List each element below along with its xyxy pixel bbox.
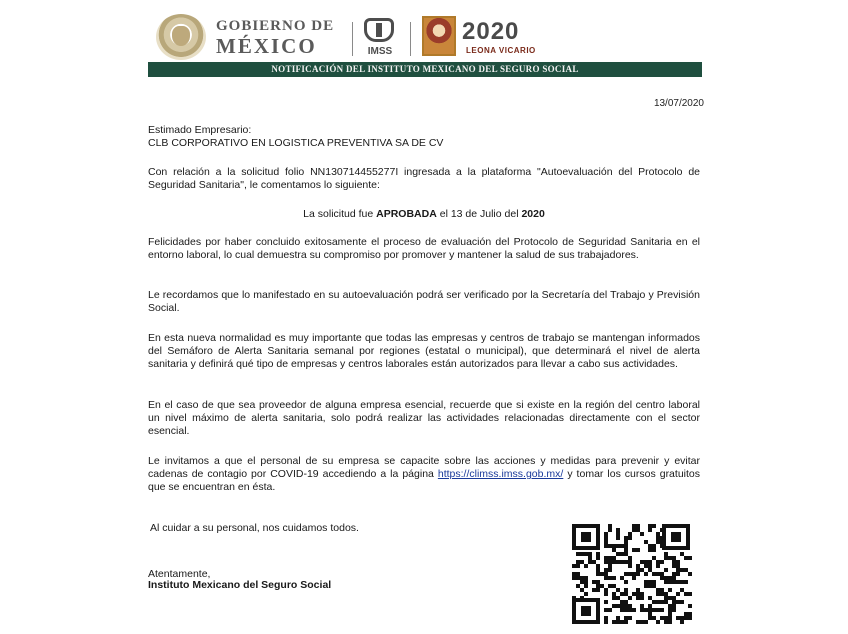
leona-vicario-portrait-icon <box>422 16 456 56</box>
signature: Instituto Mexicano del Seguro Social <box>148 579 332 591</box>
header-divider <box>352 22 353 56</box>
training-invite-paragraph <box>148 455 700 495</box>
approval-line <box>148 208 700 221</box>
letter-date: 13/07/2020 <box>653 98 704 109</box>
government-name-line2: MÉXICO <box>216 34 317 58</box>
year-label: 2020 <box>462 18 520 45</box>
imss-logo-label: IMSS <box>367 46 393 57</box>
government-name-line1: GOBIERNO DE <box>216 18 335 34</box>
motto: Al cuidar a su personal, nos cuidamos todos. <box>150 522 359 534</box>
approval-date: el 13 de Julio del <box>436 208 522 220</box>
approval-status: APROBADA <box>376 208 437 220</box>
essential-supplier-paragraph: En el caso de que sea proveedor de alguna empresa esencial, recuerde que si existe en la región del centro laboral un nivel máximo de alerta sanitaria, solo podrá realizar las actividades relacionadas directamente con el sector esencial. <box>148 399 700 438</box>
intro-paragraph: Con relación a la solicitud folio NN130714455277I ingresada a la plataforma "Autoevaluación del Protocolo de Seguridad Sanitaria", le comentamos lo siguiente: <box>148 166 700 192</box>
invite-text: Le invitamos a que el personal de su empresa se capacite sobre las acciones y medidas para prevenir y evitar cadenas de contagio por COVID-19 accediendo a la página <box>148 455 700 481</box>
closing: Atentamente, <box>148 568 211 580</box>
salutation: Estimado Empresario: <box>148 124 252 136</box>
imss-logo-icon <box>364 18 394 42</box>
invite-text-end: y tomar los cursos gratuitos que se encuentran en ésta. <box>148 468 700 494</box>
congrats-paragraph: Felicidades por haber concluido exitosamente el proceso de evaluación del Protocolo de Seguridad Sanitaria en el entorno laboral, lo cual demuestra su compromiso por promover y mantener la salud de sus trabajadores. <box>148 236 700 262</box>
company-name: CLB CORPORATIVO EN LOGISTICA PREVENTIVA SA DE CV <box>148 137 444 149</box>
approval-prefix: La solicitud fue <box>303 208 377 220</box>
qr-code-icon <box>570 522 692 626</box>
approval-year: 2020 <box>521 208 545 220</box>
year-subtitle: LEONA VICARIO <box>466 46 536 55</box>
verification-paragraph: Le recordamos que lo manifestado en su autoevaluación podrá ser verificado por la Secretaría del Trabajo y Previsión Social. <box>148 289 700 315</box>
notification-banner: NOTIFICACIÓN DEL INSTITUTO MEXICANO DEL SEGURO SOCIAL <box>148 62 702 77</box>
government-seal-icon <box>156 14 206 60</box>
new-normality-paragraph: En esta nueva normalidad es muy importante que todas las empresas y centros de trabajo se mantengan informados del Semáforo de Alerta Sanitaria semanal por regiones (estatal o municipal), que determinará el nivel de alerta sanitaria y definirá qué tipo de empresas y centros laborales están autorizados para llevar a cabo sus actividades. <box>148 332 700 371</box>
climss-link[interactable]: https://climss.imss.gob.mx/ <box>437 468 564 481</box>
letterhead <box>148 12 704 62</box>
header-divider <box>410 22 411 56</box>
